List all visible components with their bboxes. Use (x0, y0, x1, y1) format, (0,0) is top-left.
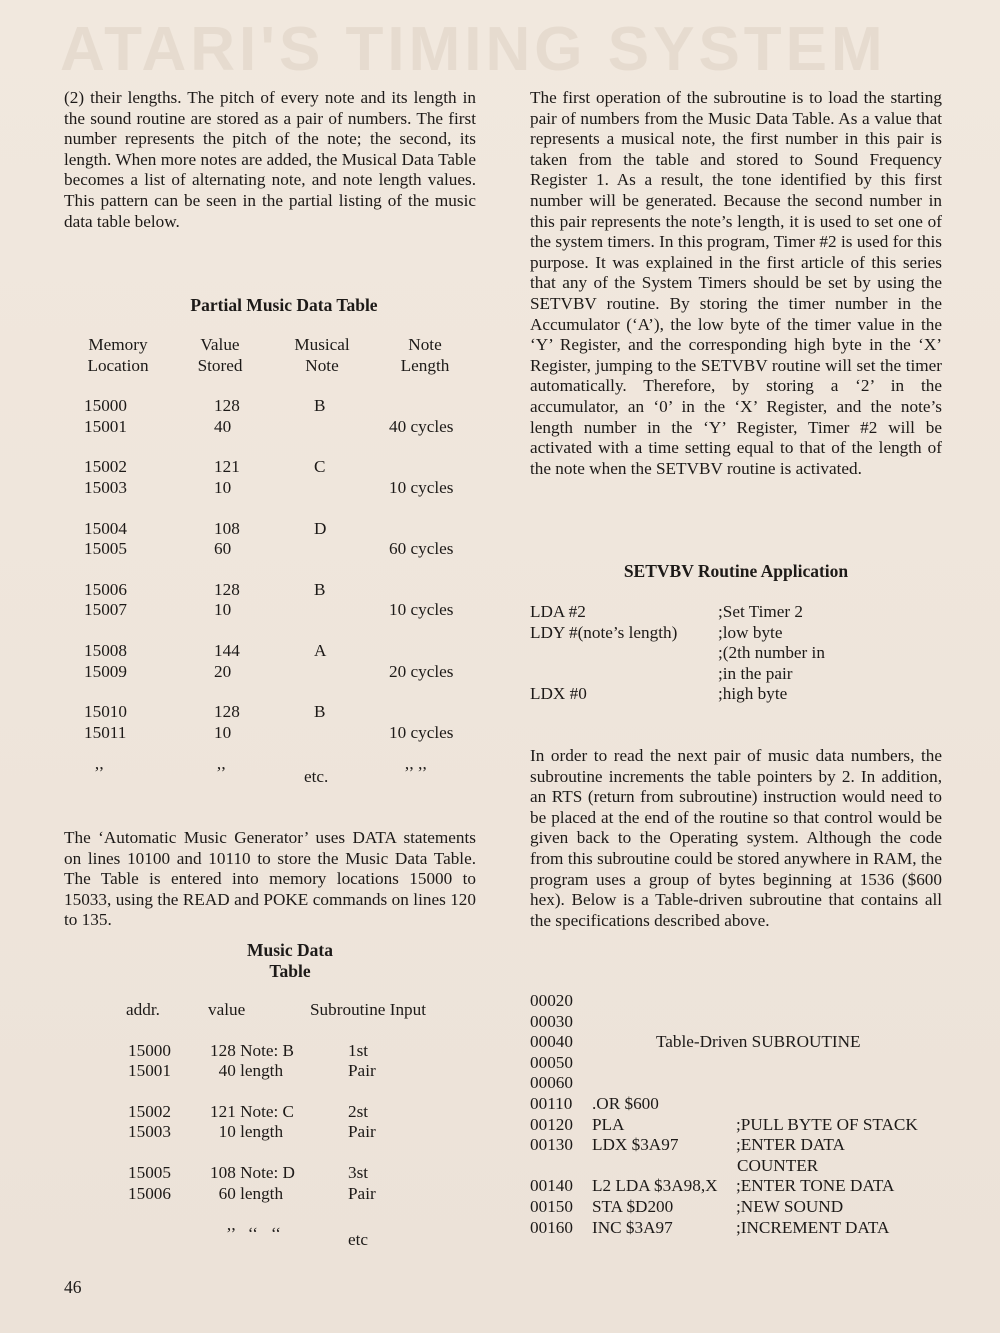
ditto-cell: ’’ (94, 763, 105, 783)
listing-row (530, 1176, 970, 1197)
music-ditto-row (64, 1224, 484, 1250)
music-row (64, 1184, 484, 1205)
listing-comment: ;ENTER DATA (736, 1135, 845, 1155)
line-number: 00050 (530, 1052, 573, 1072)
code-comment: ;in the pair (718, 663, 793, 683)
code-comment: ;low byte (718, 622, 783, 642)
music-row (64, 1061, 484, 1082)
table-cell: 15007 (84, 600, 127, 620)
setvbv-code (530, 602, 950, 705)
ditto-cell: ’’ ’’ (404, 763, 428, 783)
code-row (530, 643, 950, 664)
listing-title: Table-Driven SUBROUTINE (656, 1032, 861, 1052)
listing-comment: ;ENTER TONE DATA (736, 1176, 895, 1196)
table-cell: 60 cycles (389, 539, 454, 559)
column-header: Musical (294, 335, 350, 354)
line-number: 00140 (530, 1176, 573, 1196)
table-cell: D (314, 518, 327, 538)
music-cell: 2st (348, 1101, 369, 1121)
code-row (530, 684, 950, 705)
music-row (64, 1122, 484, 1143)
music-row (64, 1163, 484, 1184)
table-row (64, 478, 484, 499)
code-row (530, 664, 950, 685)
table-cell: 15011 (84, 722, 127, 742)
table-cell: 15003 (84, 477, 127, 497)
code-comment: ;Set Timer 2 (718, 602, 804, 621)
table-cell: 15000 (84, 396, 127, 416)
table-cell: 15005 (84, 539, 127, 559)
line-number: 00120 (530, 1114, 573, 1134)
ditto-cell: etc. (304, 767, 329, 787)
listing-row (530, 1197, 970, 1218)
music-cell: 3st (348, 1162, 369, 1182)
listing-row (530, 1094, 970, 1115)
line-number: 00160 (530, 1217, 573, 1237)
listing-row (530, 1053, 970, 1074)
table-row (64, 662, 484, 683)
column-header: Value (200, 335, 240, 354)
listing-row (530, 1156, 970, 1177)
right-paragraph-2: In order to read the next pair of music data numbers, the subroutine increments the table pointers by 2. In addition, an RTS (return from subroutine) instruction would need to be placed at the end of the routine so that control would be given back to the Operating system. Although the code from this subroutine could be stored anywhere in RAM, the program uses a group of bytes beginning at 1536 ($600 hex). Below is a Table-driven subroutine that contains all the specifications described above. (530, 746, 942, 930)
table-cell: 121 (214, 457, 240, 477)
music-cell: 60 length (210, 1183, 284, 1203)
table-header-row (64, 356, 484, 377)
table-row (64, 519, 484, 540)
table-cell: C (314, 457, 326, 477)
listing-instruction: L2 LDA $3A98,X (592, 1176, 718, 1196)
listing-row (530, 991, 970, 1012)
music-cell: 40 length (210, 1061, 284, 1081)
table-cell: 10 (214, 722, 232, 742)
listing-comment: ;INCREMENT DATA (736, 1217, 890, 1237)
table-cell: 10 (214, 600, 232, 620)
table-row (64, 396, 484, 417)
table-cell: B (314, 396, 326, 416)
listing-row (530, 1012, 970, 1033)
table-cell: 15002 (84, 457, 127, 477)
data-paragraph-block (64, 828, 476, 931)
table-cell: 20 (214, 661, 232, 681)
music-cell: Pair (348, 1061, 376, 1081)
table-row (64, 641, 484, 662)
listing-instruction: STA $D200 (592, 1196, 674, 1216)
ditto-row (64, 763, 484, 787)
table-row (64, 702, 484, 723)
subroutine-listing (530, 991, 970, 1238)
table-row (64, 580, 484, 601)
line-number: 00040 (530, 1032, 573, 1052)
column-header: Length (400, 355, 450, 375)
table-row (64, 723, 484, 744)
table-header-row (64, 335, 484, 356)
partial-table-title: Partial Music Data Table (190, 295, 378, 315)
table-cell: 15004 (84, 518, 127, 538)
code-row (530, 623, 950, 644)
line-number: 00150 (530, 1196, 573, 1216)
code-instruction: LDX #0 (530, 684, 587, 704)
table-cell: 128 (214, 396, 240, 416)
partial-music-data-table (64, 335, 484, 787)
right-paragraph-2-block (530, 746, 942, 931)
column-header: addr. (126, 1000, 160, 1019)
listing-instruction: PLA (592, 1114, 625, 1134)
table-cell: B (314, 702, 326, 722)
code-comment: ;(2th number in (718, 643, 825, 663)
line-number: 00130 (530, 1135, 573, 1155)
table-cell: 15009 (84, 661, 127, 681)
column-header: Note (408, 335, 442, 354)
music-cell: Pair (348, 1183, 376, 1203)
code-instruction: LDA #2 (530, 602, 586, 621)
column-header: Stored (197, 355, 243, 375)
table-cell: 40 (214, 416, 232, 436)
listing-row (530, 1115, 970, 1136)
table-cell: 10 cycles (389, 477, 454, 497)
column-header: Location (87, 355, 149, 375)
listing-comment: COUNTER (737, 1155, 819, 1175)
listing-row (530, 1073, 970, 1094)
table-row (64, 600, 484, 621)
column-header: Subroutine Input (310, 1000, 427, 1019)
column-header: value (208, 1000, 246, 1019)
table-cell: 128 (214, 702, 240, 722)
table-cell: A (314, 640, 327, 660)
table-row (64, 457, 484, 478)
listing-comment: ;NEW SOUND (736, 1196, 844, 1216)
right-paragraph-1: The first operation of the subroutine is to load the starting pair of numbers from the Music Data Table. As a value that represents a musical note, the first number in this pair is taken from the table and stored to Sound Frequency Register 1. As a result, the tone identified by this first number will be generated. Because the second number in this pair represents the note’s length, it is used to set one of the system timers. In this program, Timer #2 is used for this purpose. It was explained in the first article of this series that any of the System Timers should be set by using the SETVBV routine. By storing the timer number in the Accumulator (‘A’), the low byte of the timer value in the ‘Y’ Register, and the corresponding high byte in the ‘X’ Register, jumping to the SETVBV routine will set the timer automatically. Therefore, by storing a ‘2’ in the accumulator, an ‘0’ in the ‘X’ Register, and the note’s length number in the ‘Y’ Register, Timer #2 will be activated with a time setting equal to that of the length of the note when the SETVBV routine is activated. (530, 88, 942, 478)
table-cell: 15006 (84, 579, 127, 599)
music-table-title-line1: Music Data (246, 940, 334, 960)
music-cell: 15002 (128, 1101, 171, 1121)
line-number: 00030 (530, 1011, 573, 1031)
listing-comment: ;PULL BYTE OF STACK (736, 1114, 918, 1134)
music-cell: 128 Note: B (210, 1040, 295, 1060)
line-number: 00020 (530, 991, 573, 1010)
music-row (64, 1102, 484, 1123)
table-cell: B (314, 579, 326, 599)
table-cell: 10 cycles (389, 600, 454, 620)
code-comment: ;high byte (718, 684, 788, 704)
table-cell: 10 (214, 477, 232, 497)
music-table-title-line2: Table (269, 961, 311, 981)
ditto-cell: ’’ (216, 763, 227, 783)
column-header: Note (305, 355, 339, 375)
listing-row (530, 1218, 970, 1239)
line-number: 00110 (530, 1093, 573, 1113)
code-instruction: LDY #(note’s length) (530, 622, 678, 642)
listing-row (530, 1135, 970, 1156)
music-cell: 15001 (128, 1061, 171, 1081)
music-cell: 15005 (128, 1162, 171, 1182)
music-data-table (64, 1000, 484, 1250)
music-header-row (64, 1000, 484, 1021)
table-cell: 60 (214, 539, 232, 559)
music-cell: 15006 (128, 1183, 171, 1203)
table-cell: 10 cycles (389, 722, 454, 742)
music-cell: 121 Note: C (210, 1101, 295, 1121)
table-cell: 128 (214, 579, 240, 599)
left-column (64, 88, 476, 232)
music-cell: 1st (348, 1040, 369, 1060)
ghost-header: ATARI'S TIMING SYSTEM (60, 15, 887, 84)
table-row (64, 539, 484, 560)
table-cell: 144 (214, 640, 240, 660)
music-row (64, 1041, 484, 1062)
listing-instruction: LDX $3A97 (592, 1135, 679, 1155)
music-cell: Pair (348, 1122, 376, 1142)
etc-label: etc (348, 1230, 369, 1250)
table-cell: 20 cycles (389, 661, 454, 681)
code-row (530, 602, 950, 623)
music-table-title (64, 940, 516, 982)
ditto-marks: ’’ ‘‘ ‘‘ (226, 1224, 282, 1244)
listing-row (530, 1032, 970, 1053)
table-row (64, 417, 484, 438)
music-cell: 15003 (128, 1122, 171, 1142)
music-cell: 108 Note: D (210, 1162, 295, 1182)
table-cell: 108 (214, 518, 240, 538)
table-cell: 15010 (84, 702, 127, 722)
intro-paragraph: (2) their lengths. The pitch of every note and its length in the sound routine are stored as a pair of numbers. The first number represents the pitch of the note; the second, its length. When more notes are added, the Musical Data Table becomes a list of alternating note, and note length values. This pattern can be seen in the partial listing of the music data table below. (64, 88, 476, 231)
listing-instruction: .OR $600 (592, 1093, 659, 1113)
table-cell: 15001 (84, 416, 127, 436)
column-header: Memory (88, 335, 148, 354)
data-paragraph: The ‘Automatic Music Generator’ uses DATA statements on lines 10100 and 10110 to store the Music Data Table. The Table is entered into memory locations 15000 to 15033, using the READ and POKE commands on lines 120 to 135. (64, 828, 476, 930)
setvbv-title: SETVBV Routine Application (623, 561, 849, 581)
music-cell: 15000 (128, 1040, 171, 1060)
music-cell: 10 length (210, 1122, 284, 1142)
listing-instruction: INC $3A97 (592, 1217, 673, 1237)
table-cell: 15008 (84, 640, 127, 660)
table-cell: 40 cycles (389, 416, 454, 436)
page-number: 46 (64, 1277, 82, 1297)
right-column (530, 88, 942, 479)
line-number: 00060 (530, 1073, 573, 1093)
